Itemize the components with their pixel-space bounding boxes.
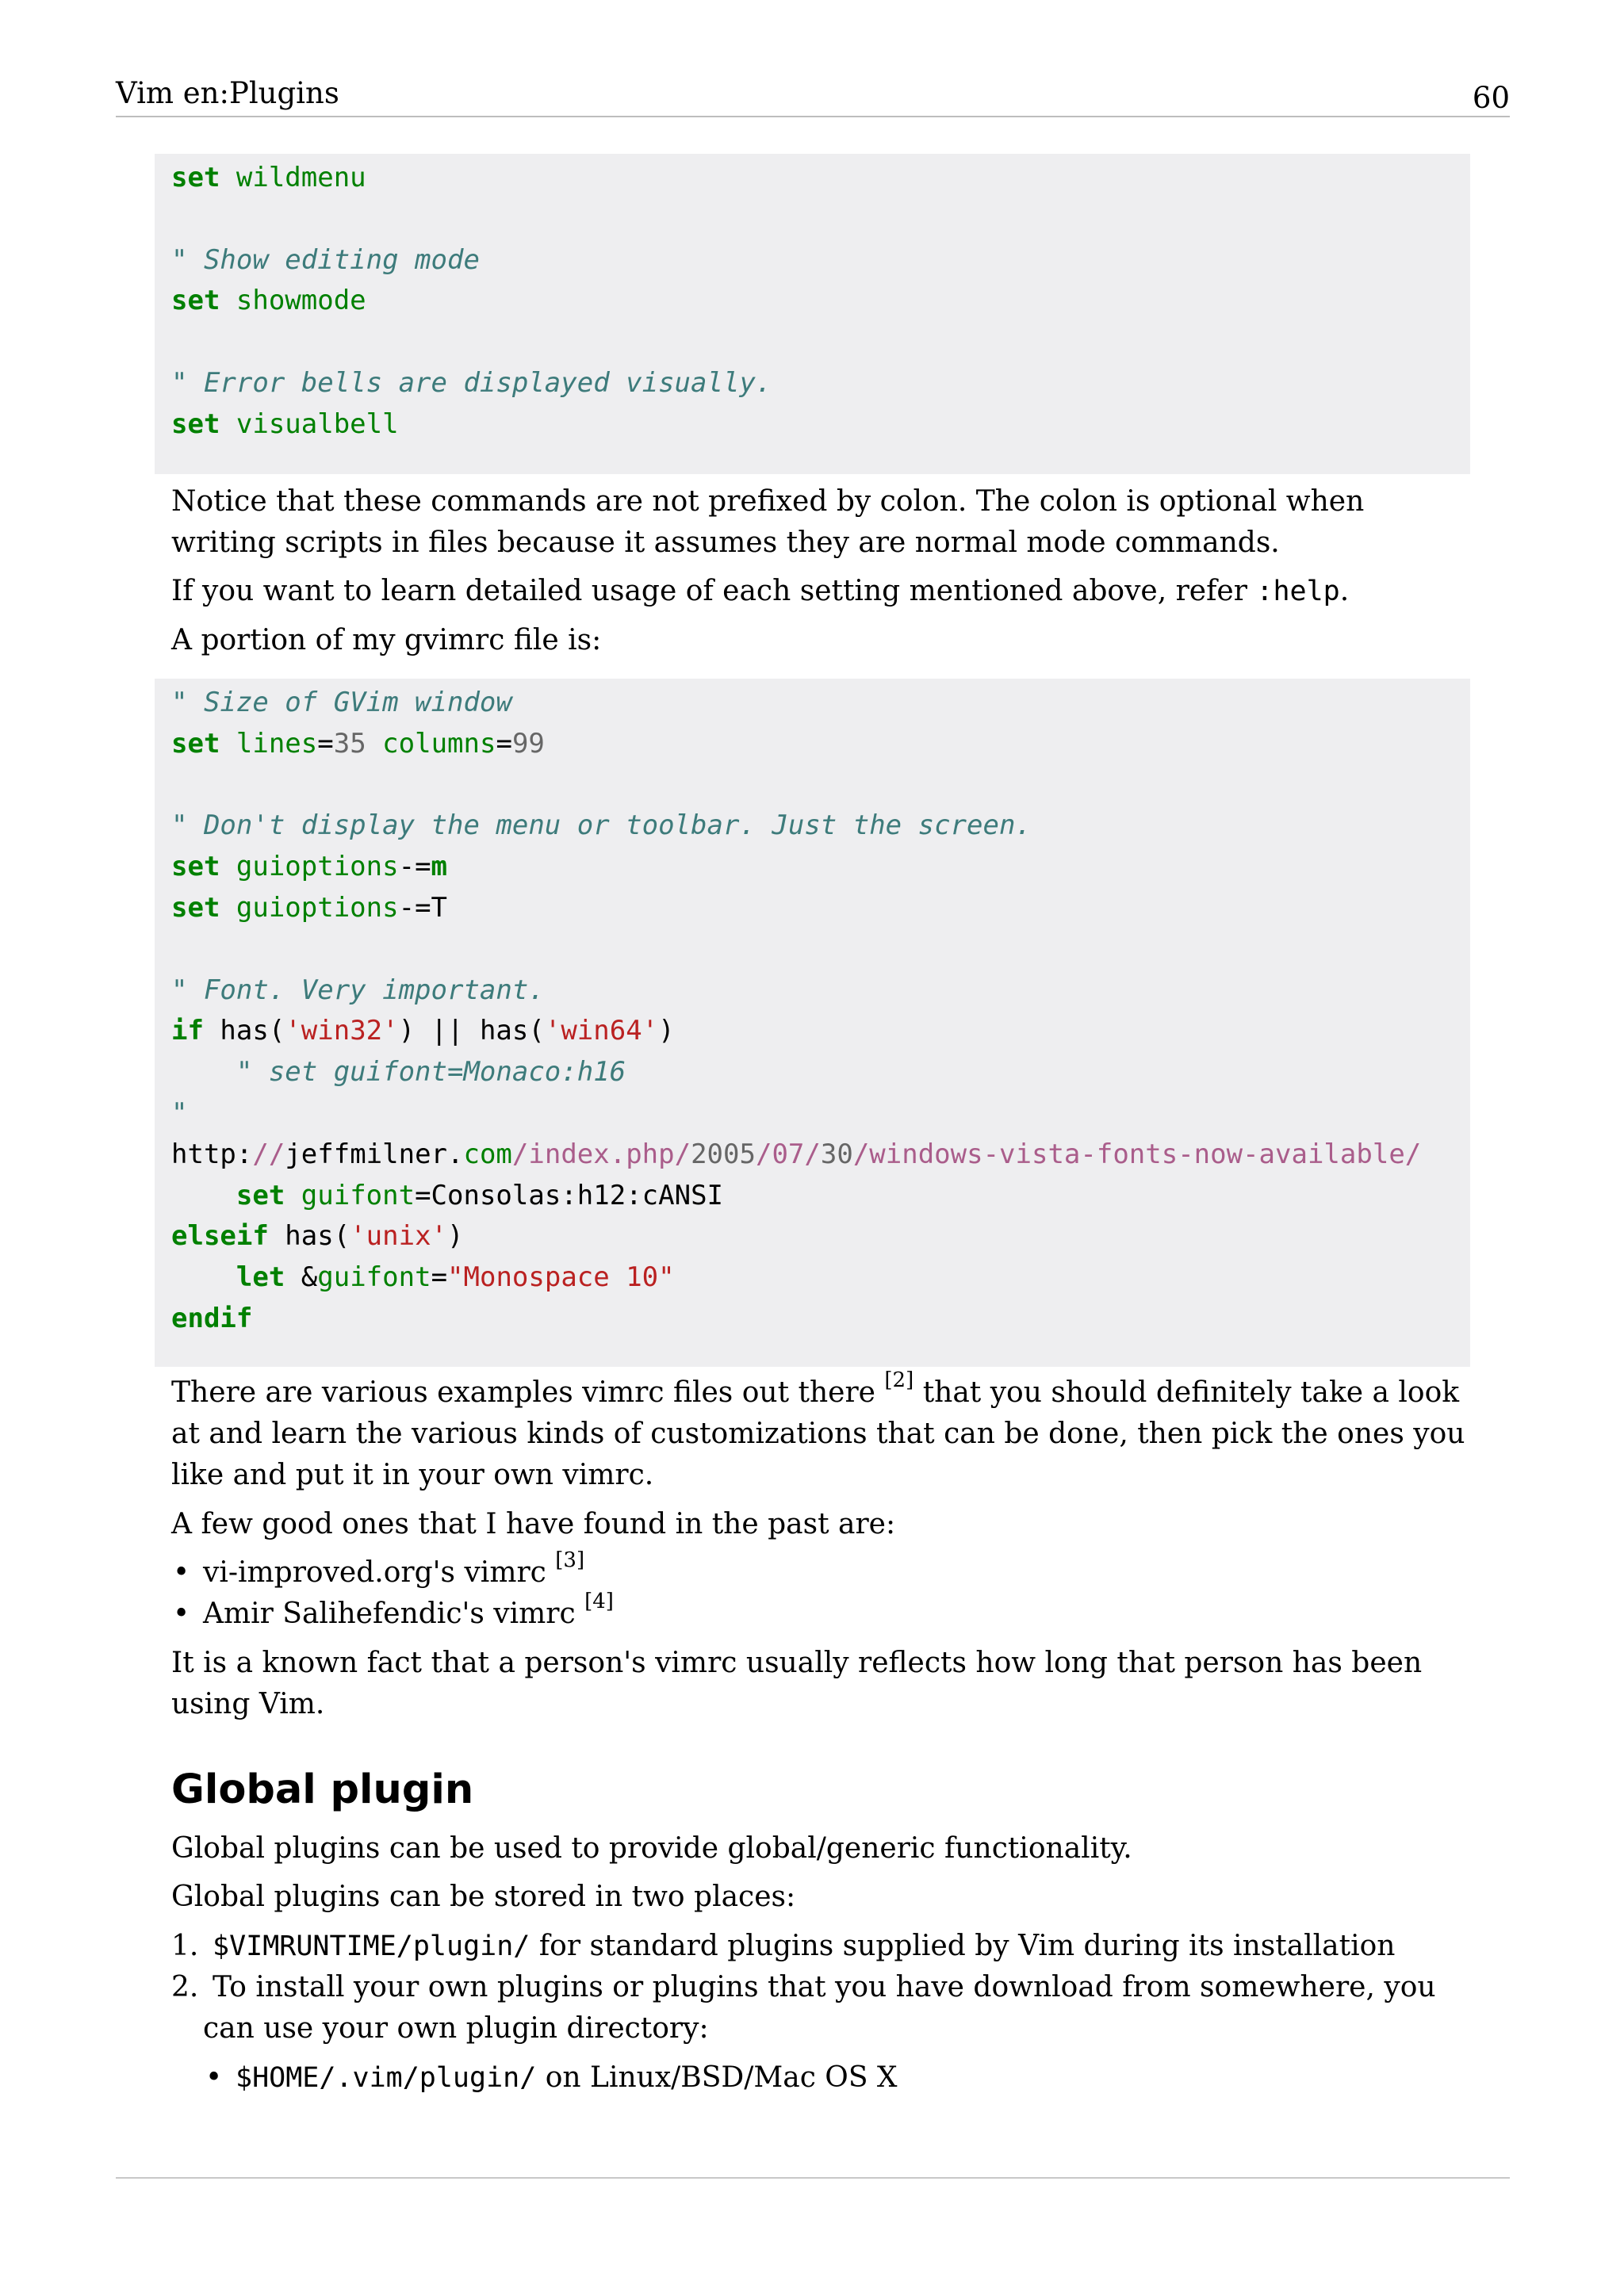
footer-divider [116,2177,1510,2179]
code-line: elseif has('unix') [171,1220,464,1253]
code-comment: " [171,1096,188,1129]
section-heading: Global plugin [171,1766,474,1813]
code-comment: " set guifont=Monaco:h16 [171,1056,626,1089]
code-comment: " Don't display the menu or toolbar. Just the screen. [171,809,1032,842]
paragraph-good-ones: A few good ones that I have found in the past are: [171,1508,896,1540]
code-line: set wildmenu [171,162,366,193]
page-header [116,73,1510,117]
code-line: let &guifont="Monospace 10" [236,1261,675,1294]
code-line: set visualbell [171,408,399,440]
code-line-blank [171,199,1470,240]
inline-code: :help [1256,576,1340,607]
code-comment: " Show editing mode [171,243,480,276]
code-block-vimrc [155,154,1470,474]
code-line: set lines=35 columns=99 [171,727,545,760]
code-line: set guioptions-=T [171,891,448,924]
code-line: if has('win32') || has('win64') [171,1015,675,1047]
code-line: endif [171,1302,253,1334]
code-comment: " Size of GVim window [171,687,512,718]
code-line-blank [171,765,1470,806]
code-line: set guioptions-=m [171,851,448,883]
code-line-blank [171,929,1470,970]
paragraph-global-2: Global plugins can be stored in two places: [171,1881,796,1913]
code-line: set showmode [171,285,366,317]
code-line-blank [171,322,1470,363]
paragraph-help-note: If you want to learn detailed usage of each setting mentioned above, refer :help. [171,575,1350,607]
footnote-ref[interactable]: [4] [584,1590,614,1613]
paragraph-vimrc-examples: There are various examples vimrc files out there [2] that you should definitely take a look at and learn the various kinds of customizations that can be done, then pick the ones you like and put it in your own vimrc. [171,1368,1465,1491]
code-line: set guifont=Consolas:h12:cANSI [236,1179,724,1211]
footnote-ref[interactable]: [3] [555,1548,585,1572]
paragraph-colon-note: Notice that these commands are not prefixed by colon. The colon is optional when writing scripts in files because it assumes they are normal mode commands. [171,485,1365,559]
code-url-line: http://jeffmilner.com/index.php/2005/07/30/windows-vista-fonts-now-available/ [171,1138,1422,1170]
code-block-gvimrc [155,679,1470,1367]
paragraph-global-1: Global plugins can be used to provide global/generic functionality. [171,1832,1132,1865]
paragraph-gvimrc-intro: A portion of my gvimrc file is: [171,624,602,656]
footnote-ref[interactable]: [2] [884,1368,914,1392]
inline-code: $VIMRUNTIME/plugin/ [213,1931,530,1962]
paragraph-known-fact: It is a known fact that a person's vimrc usually reflects how long that person has been using Vim. [171,1647,1423,1720]
page-title: Vim en:Plugins [116,76,339,110]
inline-code: $HOME/.vim/plugin/ [236,2062,537,2094]
page-number: 60 [1472,81,1510,115]
code-comment: " Error bells are displayed visually. [171,366,772,399]
code-comment: " Font. Very important. [171,974,545,1006]
